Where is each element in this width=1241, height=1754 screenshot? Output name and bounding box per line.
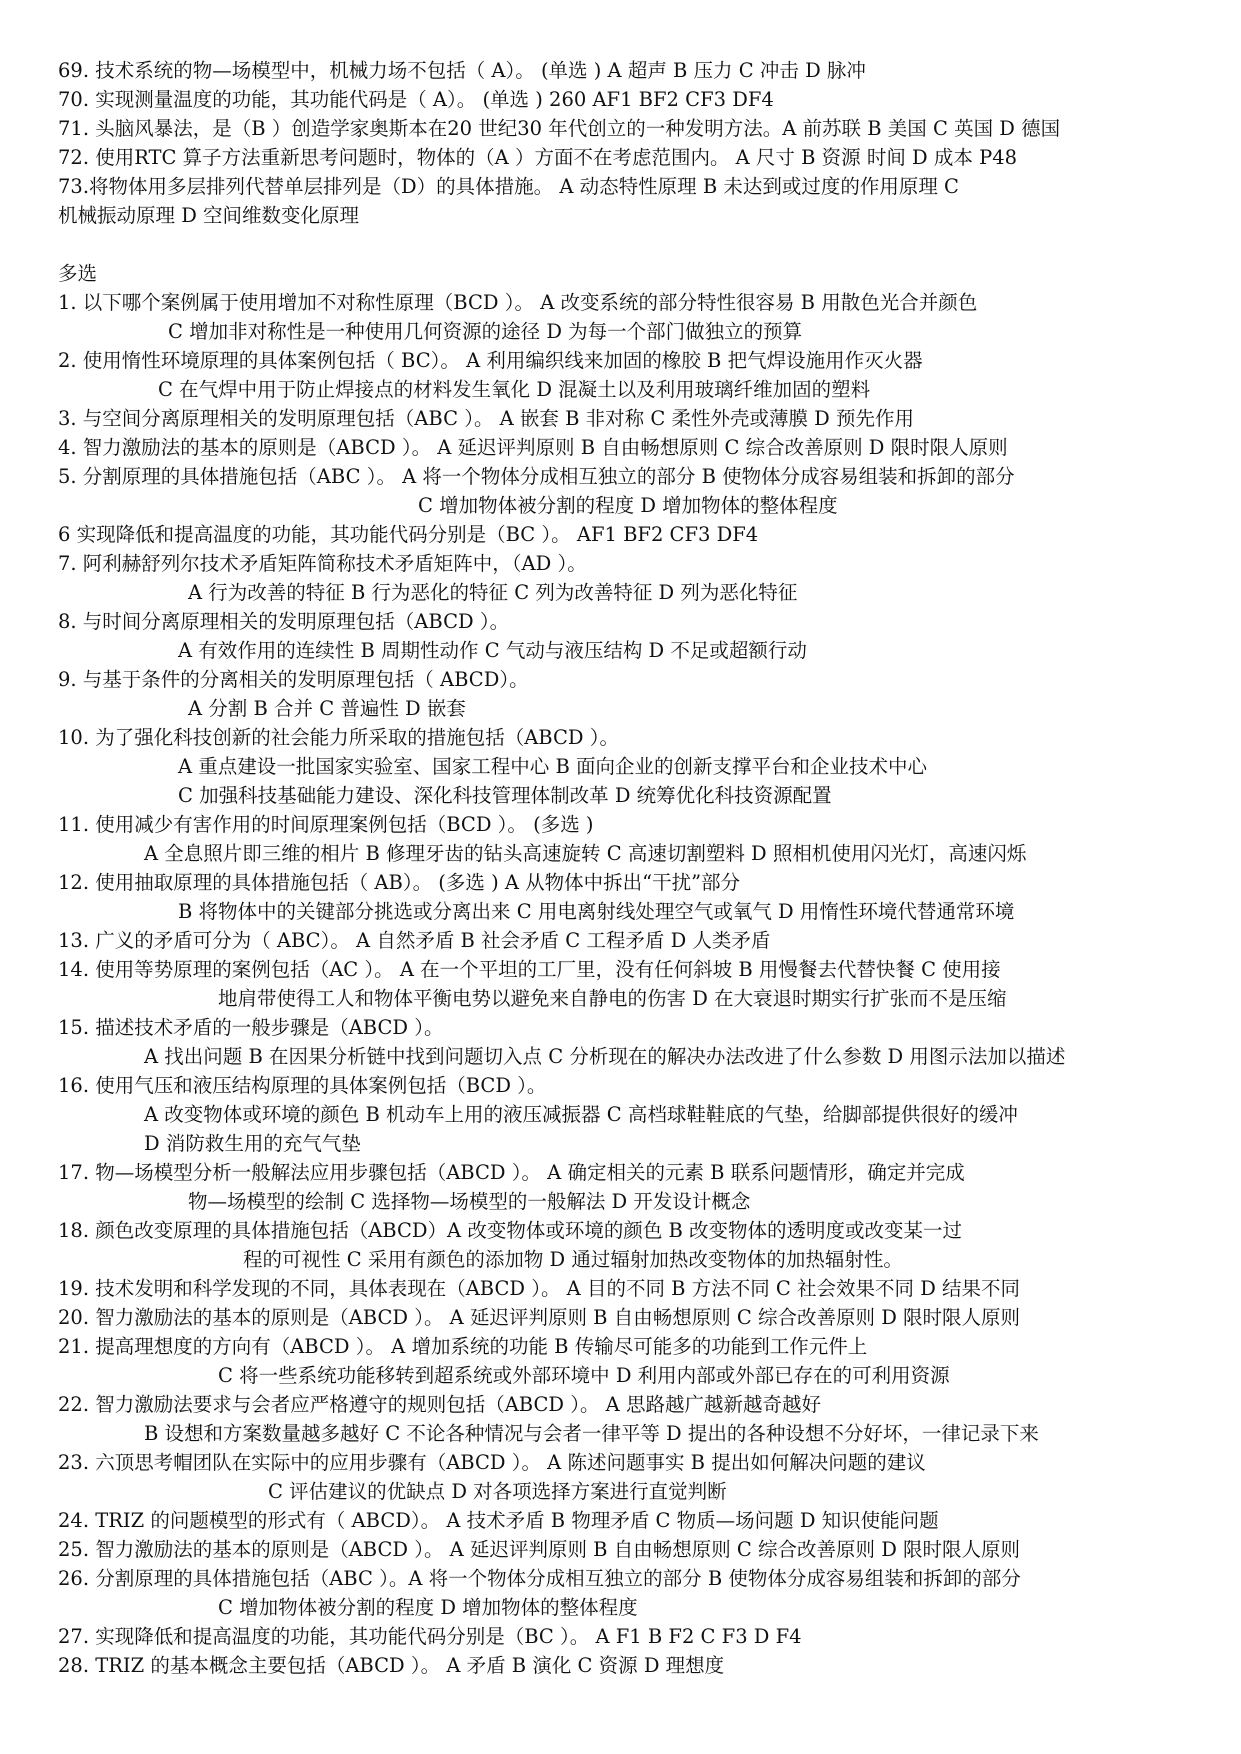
- question-line: 12. 使用抽取原理的具体措施包括（ AB）。 (多选 ) A 从物体中拆出“干扰”部分: [58, 871, 741, 894]
- option-line: B 将物体中的关键部分挑选或分离出来 C 用电离射线处理空气或氧气 D 用惰性环境代替通常环境: [178, 900, 1015, 923]
- option-line: C 增加物体被分割的程度 D 增加物体的整体程度: [418, 494, 838, 517]
- question-line: 4. 智力激励法的基本的原则是（ABCD ）。 A 延迟评判原则 B 自由畅想原则 C 综合改善原则 D 限时限人原则: [58, 436, 1008, 459]
- question-line: 9. 与基于条件的分离相关的发明原理包括（ ABCD）。: [58, 668, 529, 691]
- option-line: B 设想和方案数量越多越好 C 不论各种情况与会者一律平等 D 提出的各种设想不分好坏，一律记录下来: [144, 1422, 1039, 1445]
- option-line: C 增加非对称性是一种使用几何资源的途径 D 为每一个部门做独立的预算: [168, 320, 803, 343]
- option-line: 程的可视性 C 采用有颜色的添加物 D 通过辐射加热改变物体的加热辐射性。: [243, 1248, 903, 1271]
- text-line: 73.将物体用多层排列代替单层排列是（D）的具体措施。 A 动态特性原理 B 未达到或过度的作用原理 C: [58, 175, 959, 198]
- option-line: C 在气焊中用于防止焊接点的材料发生氧化 D 混凝土以及利用玻璃纤维加固的塑料: [158, 378, 871, 401]
- question-line: 15. 描述技术矛盾的一般步骤是（ABCD ）。: [58, 1016, 444, 1039]
- question-line: 22. 智力激励法要求与会者应严格遵守的规则包括（ABCD ）。 A 思路越广越新越奇越好: [58, 1393, 821, 1416]
- option-line: A 分割 B 合并 C 普遍性 D 嵌套: [188, 697, 466, 720]
- option-line: A 有效作用的连续性 B 周期性动作 C 气动与液压结构 D 不足或超额行动: [178, 639, 807, 662]
- question-line: 11. 使用减少有害作用的时间原理案例包括（BCD ）。 (多选 ): [58, 813, 594, 836]
- question-line: 21. 提高理想度的方向有（ABCD ）。 A 增加系统的功能 B 传输尽可能多的功能到工作元件上: [58, 1335, 868, 1358]
- text-line: 71. 头脑风暴法，是（B ）创造学家奥斯本在20 世纪30 年代创立的一种发明方法。A 前苏联 B 美国 C 英国 D 德国: [58, 117, 1061, 140]
- question-line: 24. TRIZ 的问题模型的形式有（ ABCD）。 A 技术矛盾 B 物理矛盾 C 物质—场问题 D 知识使能问题: [58, 1509, 939, 1532]
- question-line: 18. 颜色改变原理的具体措施包括（ABCD）A 改变物体或环境的颜色 B 改变物体的透明度或改变某一过: [58, 1219, 963, 1242]
- text-line: 70. 实现测量温度的功能，其功能代码是（ A）。 (单选 ) 260 AF1 BF2 CF3 DF4: [58, 88, 774, 111]
- option-line: D 消防救生用的充气气垫: [144, 1132, 361, 1155]
- question-line: 17. 物—场模型分析一般解法应用步骤包括（ABCD ）。 A 确定相关的元素 B 联系问题情形，确定并完成: [58, 1161, 965, 1184]
- question-line: 2. 使用惰性环境原理的具体案例包括（ BC）。 A 利用编织线来加固的橡胶 B 把气焊设施用作灭火器: [58, 349, 923, 372]
- text-line: 72. 使用RTC 算子方法重新思考问题时，物体的（A ）方面不在考虑范围内。 A 尺寸 B 资源 时间 D 成本 P48: [58, 146, 1018, 169]
- question-line: 5. 分割原理的具体措施包括（ABC ）。 A 将一个物体分成相互独立的部分 B 使物体分成容易组装和拆卸的部分: [58, 465, 1015, 488]
- question-line: 10. 为了强化科技创新的社会能力所采取的措施包括（ABCD ）。: [58, 726, 619, 749]
- option-line: C 将一些系统功能移转到超系统或外部环境中 D 利用内部或外部已存在的可利用资源: [218, 1364, 950, 1387]
- question-line: 27. 实现降低和提高温度的功能，其功能代码分别是（BC ）。 A F1 B F2 C F3 D F4: [58, 1625, 802, 1648]
- option-line: A 全息照片即三维的相片 B 修理牙齿的钻头高速旋转 C 高速切割塑料 D 照相机使用闪光灯，高速闪烁: [144, 842, 1027, 865]
- question-line: 16. 使用气压和液压结构原理的具体案例包括（BCD ）。: [58, 1074, 547, 1097]
- option-line: 地肩带使得工人和物体平衡电势以避免来自静电的伤害 D 在大衰退时期实行扩张而不是压缩: [218, 987, 1007, 1010]
- text-line: 机械振动原理 D 空间维数变化原理: [58, 204, 360, 227]
- question-line: 19. 技术发明和科学发现的不同，具体表现在（ABCD ）。 A 目的不同 B 方法不同 C 社会效果不同 D 结果不同: [58, 1277, 1021, 1300]
- question-line: 1. 以下哪个案例属于使用增加不对称性原理（BCD ）。 A 改变系统的部分特性很容易 B 用散色光合并颜色: [58, 291, 978, 314]
- question-line: 7. 阿利赫舒列尔技术矛盾矩阵简称技术矛盾矩阵中，（AD ）。: [58, 552, 587, 575]
- question-line: 14. 使用等势原理的案例包括（AC ）。 A 在一个平坦的工厂里，没有任何斜坡 B 用慢餐去代替快餐 C 使用接: [58, 958, 1001, 981]
- question-line: 6 实现降低和提高温度的功能，其功能代码分别是（BC ）。 AF1 BF2 CF3 DF4: [58, 523, 759, 546]
- text-line: 69. 技术系统的物—场模型中，机械力场不包括（ A）。 (单选 ) A 超声 B 压力 C 冲击 D 脉冲: [58, 59, 866, 82]
- option-line: A 行为改善的特征 B 行为恶化的特征 C 列为改善特征 D 列为恶化特征: [188, 581, 798, 604]
- option-line: A 重点建设一批国家实验室、国家工程中心 B 面向企业的创新支撑平台和企业技术中心: [178, 755, 928, 778]
- option-line: C 加强科技基础能力建设、深化科技管理体制改革 D 统筹优化科技资源配置: [178, 784, 832, 807]
- question-line: 25. 智力激励法的基本的原则是（ABCD ）。 A 延迟评判原则 B 自由畅想原则 C 综合改善原则 D 限时限人原则: [58, 1538, 1021, 1561]
- question-line: 8. 与时间分离原理相关的发明原理包括（ABCD ）。: [58, 610, 510, 633]
- question-line: 26. 分割原理的具体措施包括（ABC ）。A 将一个物体分成相互独立的部分 B 使物体分成容易组装和拆卸的部分: [58, 1567, 1021, 1590]
- question-line: 23. 六顶思考帽团队在实际中的应用步骤有（ABCD ）。 A 陈述问题事实 B 提出如何解决问题的建议: [58, 1451, 926, 1474]
- option-line: A 找出问题 B 在因果分析链中找到问题切入点 C 分析现在的解决办法改进了什么参数 D 用图示法加以描述: [144, 1045, 1066, 1068]
- option-line: A 改变物体或环境的颜色 B 机动车上用的液压减振器 C 高档球鞋鞋底的气垫，给脚部提供很好的缓冲: [144, 1103, 1018, 1126]
- question-line: 20. 智力激励法的基本的原则是（ABCD ）。 A 延迟评判原则 B 自由畅想原则 C 综合改善原则 D 限时限人原则: [58, 1306, 1021, 1329]
- question-line: 13. 广义的矛盾可分为（ ABC）。 A 自然矛盾 B 社会矛盾 C 工程矛盾 D 人类矛盾: [58, 929, 771, 952]
- option-line: C 评估建议的优缺点 D 对各项选择方案进行直觉判断: [268, 1480, 727, 1503]
- option-line: 物—场模型的绘制 C 选择物—场模型的一般解法 D 开发设计概念: [188, 1190, 751, 1213]
- question-line: 28. TRIZ 的基本概念主要包括（ABCD ）。 A 矛盾 B 演化 C 资源 D 理想度: [58, 1654, 725, 1677]
- section-heading: 多选: [58, 262, 98, 285]
- question-line: 3. 与空间分离原理相关的发明原理包括（ABC ）。 A 嵌套 B 非对称 C 柔性外壳或薄膜 D 预先作用: [58, 407, 915, 430]
- option-line: C 增加物体被分割的程度 D 增加物体的整体程度: [218, 1596, 638, 1619]
- blank-line: [58, 230, 1201, 259]
